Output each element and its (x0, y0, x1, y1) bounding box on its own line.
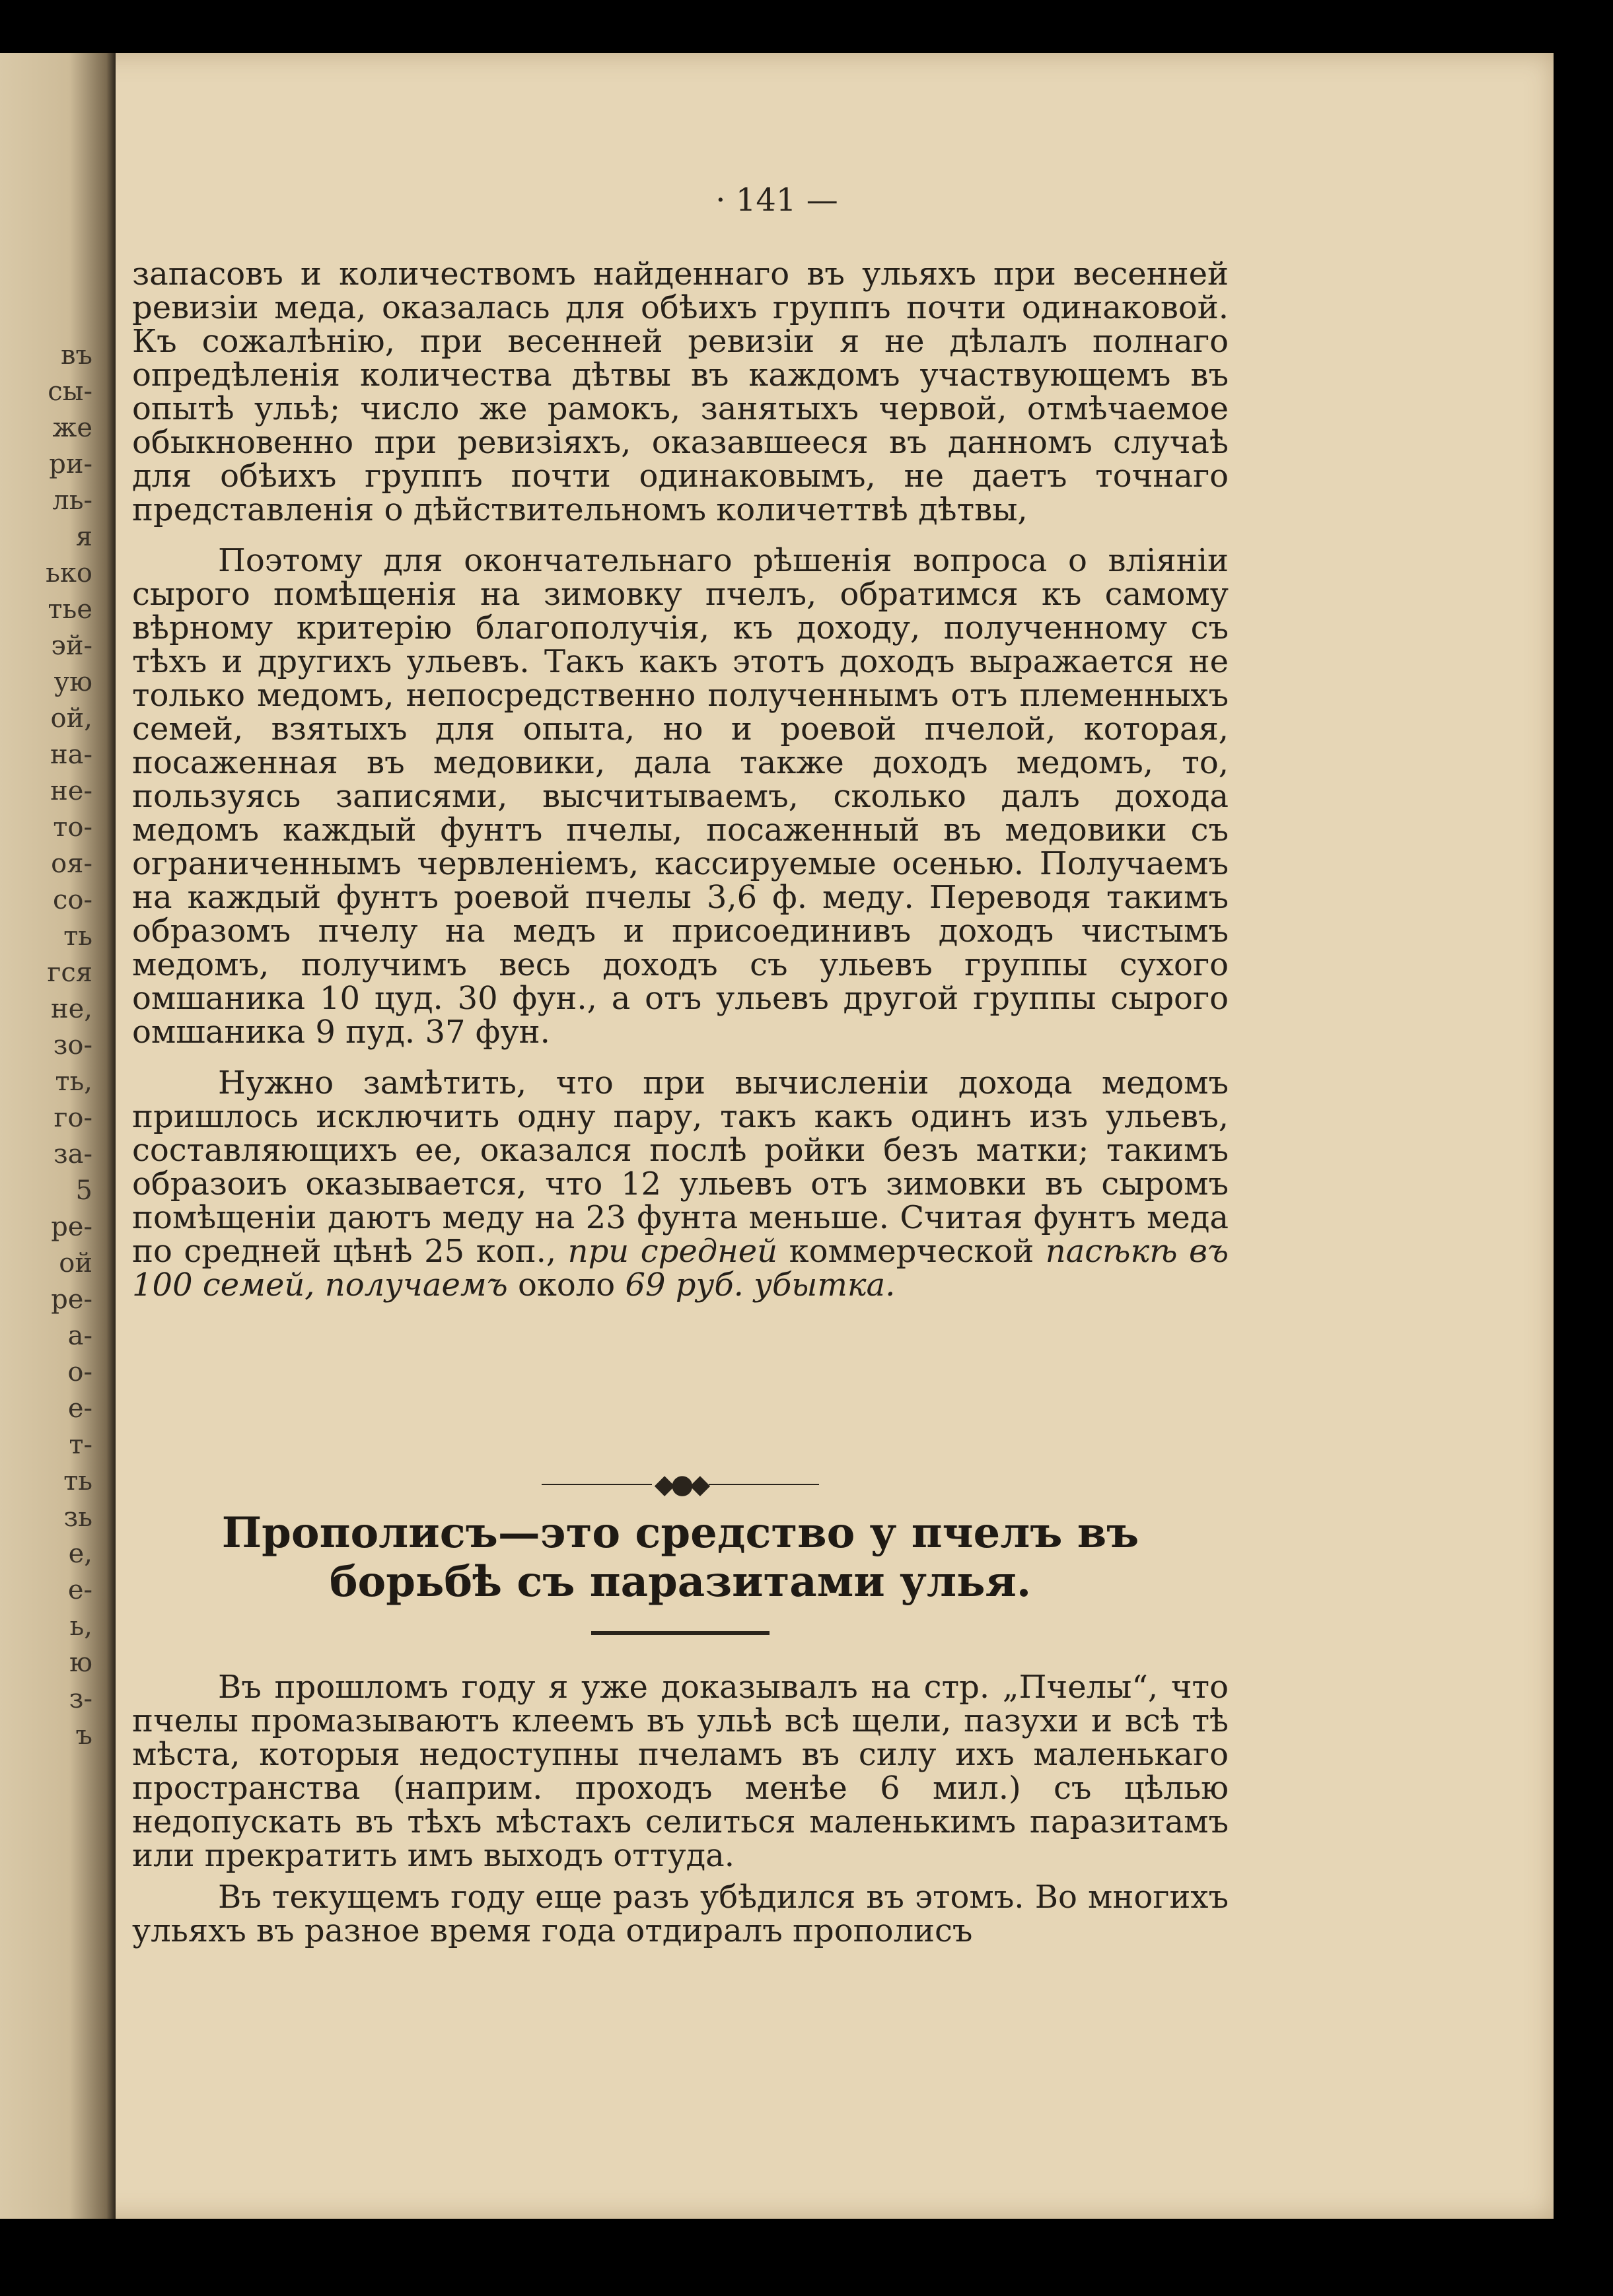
article-title: Прополисъ—это средство у пчелъ въ борьбѣ съ паразитами улья. (221, 1508, 1139, 1607)
edge-word: не- (50, 776, 92, 806)
edge-word: гся (47, 957, 92, 988)
edge-word: е, (68, 1539, 92, 1569)
article-body (132, 1671, 1229, 1956)
ornament-glyphs: ◆●◆ (654, 1469, 707, 1500)
edge-word: ю (69, 1648, 92, 1678)
body-text (132, 258, 1229, 1302)
title-underline (591, 1631, 770, 1635)
edge-word: е- (67, 1393, 92, 1424)
edge-word: 5 (75, 1175, 92, 1206)
edge-word: я (75, 522, 92, 552)
edge-word: ь, (69, 1611, 92, 1642)
edge-word: эй- (51, 631, 92, 661)
edge-word: то- (53, 812, 92, 843)
edge-word: ько (46, 558, 92, 588)
edge-word: ъ (75, 1720, 92, 1751)
edge-word: оя- (51, 849, 92, 879)
edge-word: ую (54, 667, 92, 697)
divider-line (709, 1484, 819, 1485)
paragraph: Въ прошломъ году я уже доказывалъ на стр. „Пчелы“, что пчелы промазываютъ клеемъ въ ульѣ всѣ щели, пазухи и всѣ тѣ мѣста, которыя недоступны пчеламъ въ силу ихъ маленькаго пространства (наприм. проходъ менѣе 6 мил.) съ цѣлью недопускать въ тѣхъ мѣстахъ селиться маленькимъ паразитамъ или прекратить имъ выходъ оттуда. (132, 1669, 1229, 1874)
edge-word: ре- (51, 1284, 92, 1315)
edge-word: т- (69, 1430, 92, 1460)
edge-word: ть, (55, 1066, 92, 1097)
paragraph-text: Нужно замѣтить, что при вычисленіи дохода медомъ пришлось исключить одну пару, такъ какъ одинъ изъ ульевъ, составляющихъ ее, оказался послѣ ройки безъ матки; такимъ образоиъ оказывается, что 12 ульевъ отъ зимовки въ сыромъ помѣщеніи даютъ меду на 23 фунта меньше. Считая фунтъ меда по средней цѣнѣ 25 коп., (132, 1064, 1229, 1270)
edge-word: на- (50, 740, 92, 770)
page-number: · 141 — (715, 182, 838, 219)
edge-word: ри- (49, 449, 92, 479)
section-divider-ornament (542, 1471, 819, 1498)
paragraph (132, 1066, 1229, 1302)
edge-word: ой (59, 1248, 92, 1278)
edge-word: го- (54, 1103, 92, 1133)
edge-word: е- (67, 1575, 92, 1605)
edge-word: а- (67, 1321, 92, 1351)
previous-page-edge (0, 53, 116, 2219)
paragraph-text: около (517, 1267, 616, 1304)
edge-word: о- (67, 1357, 92, 1387)
edge-word: въ (61, 340, 92, 370)
previous-page-text-fragments (0, 337, 92, 1753)
edge-word: за- (53, 1139, 92, 1169)
paragraph: Поэтому для окончательнаго рѣшенія вопроса о вліяніи сырого помѣщенія на зимовку пчелъ, обратимся къ самому вѣрному критерію благополучія, къ доходу, полученному съ тѣхъ и другихъ ульевъ. Такъ какъ этотъ доходъ выражается не только медомъ, непосредственно полученнымъ отъ племенныхъ семей, взятыхъ для опыта, но и роевой пчелой, которая, посаженная въ медовики, дала также доходъ медомъ, то, пользуясь записями, высчитываемъ, сколько далъ дохода медомъ каждый фунтъ пчелы, посаженный въ медовики съ ограниченнымъ червленіемъ, кассируемые осенью. Получаемъ на каждый фунтъ роевой пчелы 3,6 ф. меду. Переводя такимъ образомъ пчелу на медъ и присоединивъ доходъ чистымъ медомъ, получимъ весь доходъ съ ульевъ группы сухого омшаника 10 цуд. 30 фун., а отъ ульевъ другой группы сырого омшаника 9 пуд. 37 фун. (132, 542, 1229, 1051)
edge-word: же (52, 413, 92, 443)
paragraph: Въ текущемъ году еще разъ убѣдился въ этомъ. Во многихъ ульяхъ въ разное время года отдиралъ прополисъ (132, 1879, 1229, 1949)
edge-word: ть (63, 921, 92, 952)
italic-text: 69 руб. убытка. (625, 1267, 896, 1304)
edge-word: зь (63, 1502, 92, 1533)
edge-word: з- (69, 1684, 92, 1714)
edge-word: со- (53, 885, 92, 915)
edge-word: зо- (53, 1030, 92, 1061)
italic-text: при средней (567, 1233, 778, 1270)
paragraph: запасовъ и количествомъ найденнаго въ ульяхъ при весенней ревизіи меда, оказалась для обѣихъ группъ почти одинаковой. Къ сожалѣнію, при весенней ревизіи я не дѣлалъ полнаго опредѣленія количества дѣтвы въ каждомъ участвующемъ въ опытѣ ульѣ; число же рамокъ, занятыхъ червой, отмѣчаемое обыкновенно при ревизіяхъ, оказавшееся въ данномъ случаѣ для обѣихъ группъ почти одинаковымъ, не даетъ точнаго представленія о дѣйствительномъ количеттвѣ дѣтвы, (132, 256, 1229, 528)
divider-line (542, 1484, 652, 1485)
edge-word: ой, (50, 703, 92, 734)
edge-word: тье (48, 594, 92, 625)
edge-word: сы- (48, 376, 92, 407)
italic-text: пасѣкѣ въ 100 семей, получаемъ (132, 1233, 1229, 1304)
edge-word: ть (63, 1466, 92, 1496)
edge-word: ль- (52, 485, 92, 516)
paragraph-text: коммерческой (789, 1233, 1034, 1270)
edge-word: не, (50, 994, 92, 1024)
edge-word: ре- (51, 1212, 92, 1242)
